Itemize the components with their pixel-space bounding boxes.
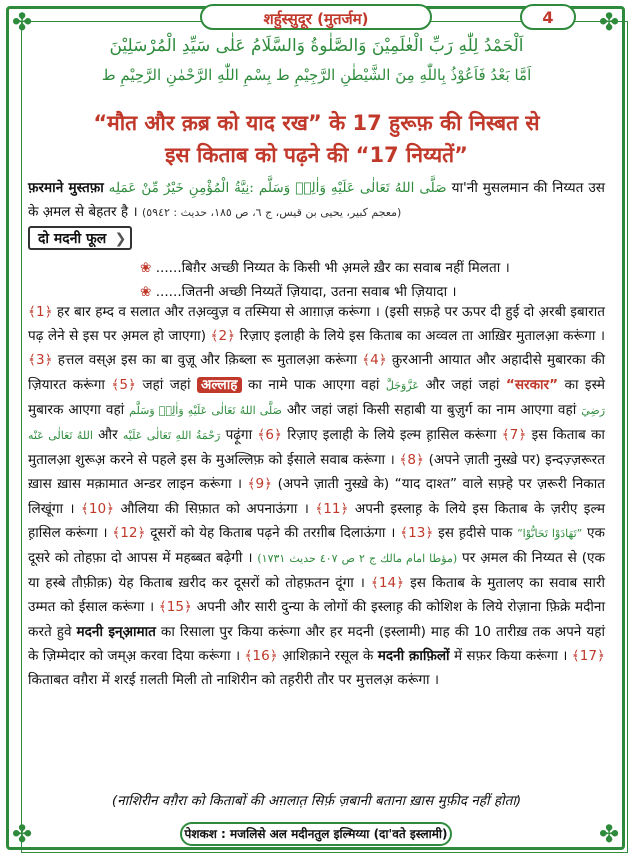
- item-number: ﴾17﴿: [571, 647, 605, 664]
- item-number: ﴾9﴿: [247, 476, 273, 493]
- intention-text: इस किताब के मुतालए का सवाब सारी उम्मत को ईसाल करूंगा ।: [28, 575, 605, 616]
- item-number: ﴾3﴿: [28, 352, 53, 369]
- hadith-reference: (معجم كبير، يحيى بن قيس، ج ٦، ص ١٨٥، حديث : ٥٩٤٢): [141, 206, 402, 220]
- bullet-text: ......बिग़ैर अच्छी निय्यत के किसी भी अ़मले ख़ैर का सवाब नहीं मिलता ।: [155, 260, 510, 276]
- intention-text: जहां जहां: [142, 376, 191, 393]
- arabic-salutation: صَلَّى اللهُ تَعَالٰى عَلَيْهِ وَاٰلِهٖ وَسَلَّم: [129, 403, 282, 417]
- page-number: 4: [520, 4, 576, 30]
- intention-text: रिज़ाए इलाही के लिये इल्म ह़ासिल करूंगा: [287, 427, 497, 444]
- intention-text: (अपने ज़ाती नुस्ख़े पर) इन्दज़्ज़रूरत ख़ास ख़ास मक़ामात अन्डर लाइन करूंगा ।: [28, 452, 605, 493]
- item-number: ﴾13﴿: [400, 524, 434, 541]
- arabic-salutation: عَزَّوَجَلَّ: [385, 378, 419, 392]
- intention-text: इस ह़दीसे पाक: [438, 524, 513, 541]
- corner-ornament-icon: ✤: [598, 820, 620, 848]
- bullet-item: [140, 256, 600, 280]
- flower-icon: ❀: [140, 260, 152, 276]
- item-number: ﴾1﴿: [28, 304, 53, 320]
- item-number: ﴾7﴿: [501, 427, 527, 444]
- intention-text: आ़शिक़ाने रसूल के: [282, 647, 374, 664]
- arabic-opening-line-1: اَلْحَمْدُ لِلّٰهِ رَبِّ الْعٰلَمِيْنَ وَالصَّلٰوةُ وَالسَّلَامُ عَلٰى سَيِّدِ الْمُرْسَلِيْنَ: [109, 36, 524, 56]
- intention-text: और जहां जहां: [425, 376, 500, 393]
- hadith-label: फ़रमाने मुस्तफ़ा: [28, 180, 104, 196]
- item-number: ﴾14﴿: [370, 575, 405, 592]
- item-number: ﴾12﴿: [112, 524, 146, 541]
- intention-text: का नामे पाक आएगा वहां: [247, 376, 380, 393]
- hadith-block: [28, 176, 605, 225]
- hadith-salutation: صَلَّى اللهُ تَعَالٰى عَلَيْهِ وَاٰلِهٖ وَسَلَّم: [258, 180, 447, 196]
- corner-ornament-icon: ✤: [11, 820, 33, 848]
- page-heading-line-1: “मौत और क़ब्र को याद रख” के 17 हुरूफ़ की निस्बत से: [93, 111, 540, 135]
- intention-text: में सफ़र किया करूंगा ।: [453, 647, 568, 664]
- intention-text: एक दूसरे को तोहफ़ा दो आपस में महब्बत बढ़ेगी ।: [28, 524, 605, 567]
- intention-text: औलिया की सिफ़ात को अपनाऊंगा ।: [120, 500, 309, 517]
- arabic-salutation: رَحْمَةُ اللهِ تَعَالٰى عَلَيْه: [122, 429, 221, 443]
- hadith-arabic: :نِيَّةُ الْمُؤْمِنِ خَيْرٌ مِّنْ عَمَلِه: [108, 180, 254, 196]
- intention-text: (अपने ज़ाती नुस्ख़े के) “याद दाश्त” वाले सफ़्हे पर ज़रूरी निकात लिखूंगा ।: [28, 476, 606, 517]
- section-label: [28, 226, 132, 250]
- arabic-opening-line-2: اَمَّا بَعْدُ فَاَعُوْذُ بِاللّٰهِ مِنَ الشَّيْطٰنِ الرَّجِيْمِ ط بِسْمِ اللّٰهِ الرَّحْمٰنِ الرَّحِيْمِ ط: [101, 66, 532, 84]
- item-number: ﴾6﴿: [257, 427, 282, 444]
- intention-text: का इस्मे मुबारक आएगा वहां: [28, 376, 605, 418]
- madani-inamat-bold: मदनी इन्आ़मात: [76, 623, 156, 640]
- item-number: ﴾15﴿: [158, 599, 193, 616]
- sarkar-highlight: “सरकार”: [505, 376, 559, 393]
- intention-text: दूसरों को येह किताब पढ़ने की तरग़ीब दिलाऊंगा ।: [150, 524, 396, 541]
- page-heading-line-2: इस किताब को पढ़ने की “17 निय्यतें”: [165, 143, 468, 167]
- item-number: ﴾16﴿: [244, 647, 278, 664]
- corner-ornament-icon: ✤: [11, 8, 33, 36]
- intention-text: क़ुरआनी आयात और अहादीसे मुबारका की ज़ियारत करूंगा: [28, 352, 605, 393]
- intention-text: अपनी और सारी दुन्या के लोगों की इस्लाह़ की कोशिश के लिये रोज़ाना फ़िक्रे मदीना करते हुवे: [28, 599, 605, 640]
- corner-ornament-icon: ✤: [598, 8, 620, 36]
- intention-text: रिज़ाए इलाही के लिये इस किताब का अव्वल ता आख़िर मुतालआ़ करूंगा ।: [239, 328, 605, 345]
- item-number: ﴾8﴿: [399, 452, 424, 469]
- intention-text: पढ़ूंगा: [225, 427, 253, 444]
- item-number: ﴾2﴿: [210, 328, 236, 345]
- hadith-translation-b: उस के अ़मल से बेहतर है ।: [28, 180, 605, 221]
- publisher-note: (नाशिरीन वग़ैरा को किताबों की अग़लात़ सिर्फ़ ज़बानी बताना ख़ास मुफ़ीद नहीं होता): [111, 793, 522, 809]
- arabic-salutation: رَضِيَ اللهُ تَعَالٰى عَنْه: [28, 403, 606, 443]
- arabic-hadith-quote: “تَهَادَوْا تَحَابُّوْا”: [517, 526, 583, 540]
- arrow-right-icon: ❯: [114, 231, 127, 247]
- intention-text: हर बार हम्द व सलात और तअ़व्वुज़ व तस्मिया से आग़ाज़ करूंगा । (इसी सफ़हे पर ऊपर दी हुई दो अ़रबी इबारात पढ़ लेने से इस पर अ़मल हो जाएगा): [28, 304, 605, 345]
- intention-text: और: [98, 427, 118, 444]
- intention-text: पर अ़मल की निय्यत से (एक या हस्बे तौफ़ीक़) येह किताब ख़रीद कर दूसरों को तोहफ़तन दूंगा ।: [28, 550, 606, 592]
- section-label-text: दो मदनी फूल: [38, 231, 107, 247]
- hadith-translation-a: या'नी मुसलमान की निय्यत: [451, 180, 584, 196]
- intention-text: हत्तल वस्अ़ इस का बा वुज़ू और क़िब्ला रू मुतालआ़ करूंगा: [57, 352, 357, 369]
- item-number: ﴾10﴿: [80, 500, 115, 517]
- book-title: शर्हुस्सुदूर (मुतर्जम): [200, 4, 432, 30]
- intention-text: इस किताब का मुतालआ़ शुरूअ़ करने से पहले इस के मुअल्लिफ़ को ईसाले सवाब करूंगा ।: [28, 427, 605, 469]
- bullet-text: ......जितनी अच्छी निय्यतें ज़ियादा, उतना सवाब भी ज़ियादा ।: [155, 284, 457, 300]
- flower-icon: ❀: [140, 284, 152, 300]
- madani-qafile-bold: मदनी क़ाफ़िलों: [377, 647, 450, 664]
- item-number: ﴾4﴿: [362, 352, 387, 369]
- intention-text: किताबत वग़ैरा में शरई ग़लती मिली तो नाशिरीन को तह़रीरी तौर पर मुत्तलअ़ करूंगा ।: [28, 672, 440, 689]
- hadith-reference: (مؤطا امام مالك ج ٢ ص ٤٠٧ حديث ١٧٣١): [257, 552, 458, 566]
- intention-text: अपनी इस्लाह़ के लिये इस किताब के ज़रीए इल्म ह़ासिल करूंगा ।: [28, 500, 605, 541]
- intention-text: और जहां जहां किसी सहाबी या बुज़ुर्ग का नाम आएगा वहां: [286, 401, 577, 418]
- intentions-paragraph: [28, 300, 605, 692]
- item-number: ﴾5﴿: [111, 376, 136, 393]
- item-number: ﴾11﴿: [315, 500, 349, 517]
- intention-text: का रिसाला पुर किया करूंगा और हर मदनी (इस्लामी) माह की 10 तारीख़ तक अपने यहां के ज़िम्मेदार को जम्अ़ करवा दिया करूंगा ।: [28, 623, 605, 664]
- footer-publisher: पेशकश : मजलिसे अल मदीनतुल इल्मिय्या (दा'वते इस्लामी): [180, 822, 452, 846]
- allah-highlight: अल्लाह: [197, 377, 241, 393]
